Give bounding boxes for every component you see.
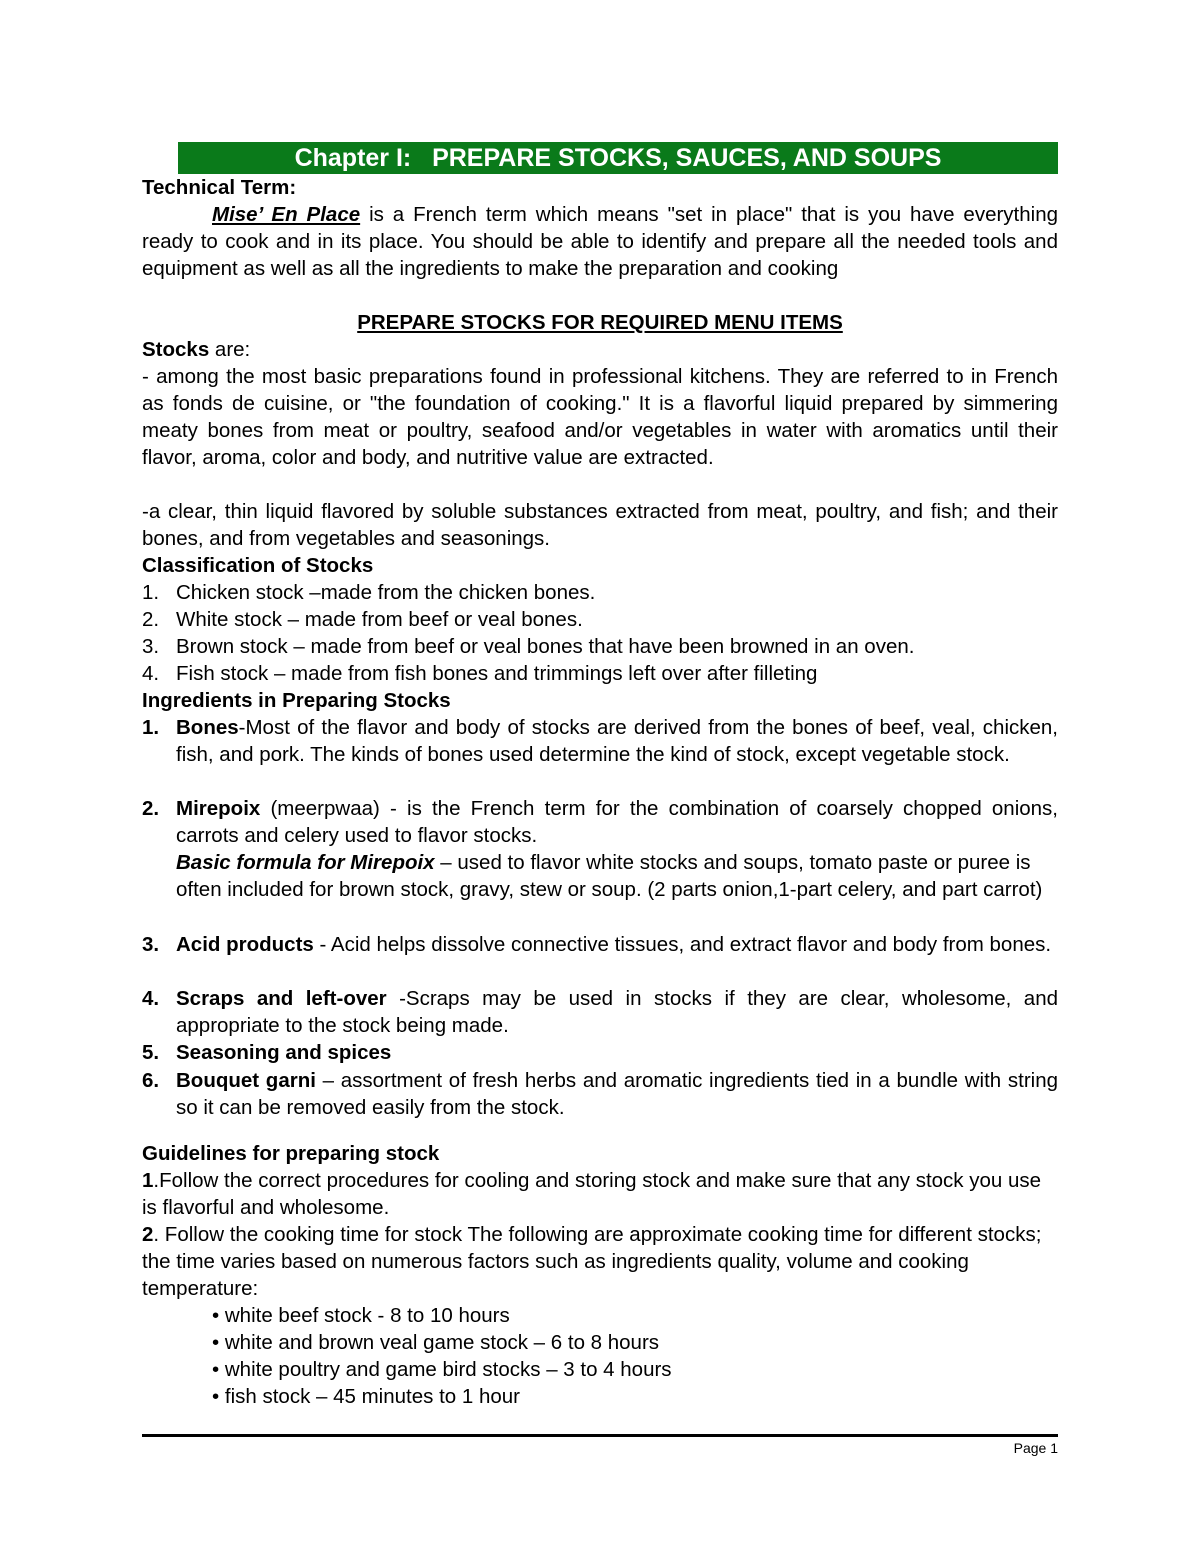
list-text: White stock – made from beef or veal bones. bbox=[176, 608, 583, 631]
bullet-item: • white beef stock - 8 to 10 hours bbox=[212, 1304, 510, 1327]
list-number: 6. bbox=[142, 1069, 160, 1092]
list-number: 1. bbox=[142, 716, 160, 739]
ingredient-text: - Acid helps dissolve connective tissues, and extract flavor and body from bones. bbox=[313, 933, 1052, 956]
guideline-number: 2 bbox=[142, 1223, 154, 1246]
stocks-para-2: -a clear, thin liquid flavored by soluble substances extracted from meat, poultry, and fish; and their bones, and from vegetables and seasonings. bbox=[142, 500, 1058, 551]
stocks-label-line bbox=[142, 336, 1058, 363]
stocks-label: Stocks bbox=[142, 338, 210, 361]
list-item bbox=[142, 660, 1058, 687]
ingredients-heading: Ingredients in Preparing Stocks bbox=[142, 689, 451, 712]
list-number: 3. bbox=[142, 635, 160, 658]
mirepoix-formula-text: – used to flavor white stocks and soups, tomato paste or puree is often included for brown stock, gravy, stew or soup. (2 parts onion,1-part celery, and part carrot) bbox=[176, 851, 1043, 902]
mise-term: Mise’ En Place bbox=[212, 203, 361, 226]
ingredient-name: Bouquet garni bbox=[176, 1069, 316, 1092]
guideline-text: .Follow the correct procedures for cooling and storing stock and make sure that any stock you use is flavorful and wholesome. bbox=[142, 1169, 1042, 1220]
ingredient-name: Seasoning and spices bbox=[176, 1041, 392, 1064]
list-number: 2. bbox=[142, 608, 160, 631]
ingredient-text: -Scraps may be used in stocks if they are clear, wholesome, and appropriate to the stock being made. bbox=[176, 987, 1058, 1038]
mise-text: is a French term which means "set in place" that is you have everything ready to cook and in its place. You should be able to identify and prepare all the needed tools and equipment as well as all the ingredients to make the preparation and cooking bbox=[142, 203, 1059, 281]
list-number: 2. bbox=[142, 797, 160, 820]
mirepoix-formula-label: Basic formula for Mirepoix bbox=[176, 851, 435, 874]
list-number: 4. bbox=[142, 662, 160, 685]
list-number: 5. bbox=[142, 1041, 160, 1064]
list-item bbox=[142, 931, 1058, 958]
list-item bbox=[142, 633, 1058, 660]
bullet-item: • white and brown veal game stock – 6 to 8 hours bbox=[212, 1331, 660, 1354]
bullet-item: • white poultry and game bird stocks – 3 to 4 hours bbox=[212, 1358, 672, 1381]
footer-rule bbox=[142, 1434, 1058, 1437]
list-item bbox=[142, 1067, 1058, 1121]
list-number: 1. bbox=[142, 581, 160, 604]
ingredient-name: Bones bbox=[176, 716, 239, 739]
list-item bbox=[142, 985, 1058, 1039]
list-item bbox=[142, 714, 1058, 768]
stocks-para-1: - among the most basic preparations found in professional kitchens. They are referred to in French as fonds de cuisine, or "the foundation of cooking." It is a flavorful liquid prepared by simmering meaty bones from meat or poultry, seafood and/or vegetables in water with aromatics until their flavor, aroma, color and body, and nutritive value are extracted. bbox=[142, 365, 1058, 470]
list-item bbox=[142, 795, 1058, 849]
stocks-label-rest: are: bbox=[209, 338, 251, 361]
chapter-title: Chapter I: PREPARE STOCKS, SAUCES, AND SOUPS bbox=[178, 142, 1058, 174]
technical-term-heading: Technical Term: bbox=[142, 176, 297, 199]
bullet-item: • fish stock – 45 minutes to 1 hour bbox=[212, 1385, 521, 1408]
guideline-text: . Follow the cooking time for stock The following are approximate cooking time for different stocks; the time varies based on numerous factors such as ingredients quality, volume and cooking temperature: bbox=[142, 1223, 1042, 1301]
guideline-2 bbox=[142, 1221, 1058, 1302]
classification-heading: Classification of Stocks bbox=[142, 554, 374, 577]
list-text: Fish stock – made from fish bones and trimmings left over after filleting bbox=[176, 662, 818, 685]
list-text: Brown stock – made from beef or veal bones that have been browned in an oven. bbox=[176, 635, 915, 658]
page-number: Page 1 bbox=[1013, 1440, 1058, 1456]
ingredient-name: Scraps and left-over bbox=[176, 987, 387, 1010]
section-heading: PREPARE STOCKS FOR REQUIRED MENU ITEMS bbox=[357, 311, 843, 334]
guideline-number: 1 bbox=[142, 1169, 154, 1192]
ingredient-name: Acid products bbox=[176, 933, 314, 956]
ingredient-text: – assortment of fresh herbs and aromatic ingredients tied in a bundle with string so it can be removed easily from the stock. bbox=[176, 1069, 1059, 1120]
list-item bbox=[142, 579, 1058, 606]
guidelines-heading: Guidelines for preparing stock bbox=[142, 1142, 440, 1165]
list-item bbox=[142, 606, 1058, 633]
ingredient-text: (meerpwaa) - is the French term for the combination of coarsely chopped onions, carrots and celery used to flavor stocks. bbox=[176, 797, 1058, 848]
list-item bbox=[142, 849, 1058, 903]
ingredient-text: -Most of the flavor and body of stocks are derived from the bones of beef, veal, chicken, fish, and pork. The kinds of bones used determine the kind of stock, except vegetable stock. bbox=[176, 716, 1058, 767]
list-number: 4. bbox=[142, 987, 160, 1010]
mise-paragraph bbox=[142, 201, 1058, 282]
list-number: 3. bbox=[142, 933, 160, 956]
ingredient-name: Mirepoix bbox=[176, 797, 261, 820]
guideline-1 bbox=[142, 1167, 1058, 1221]
list-item bbox=[142, 1039, 1058, 1066]
list-text: Chicken stock –made from the chicken bones. bbox=[176, 581, 596, 604]
